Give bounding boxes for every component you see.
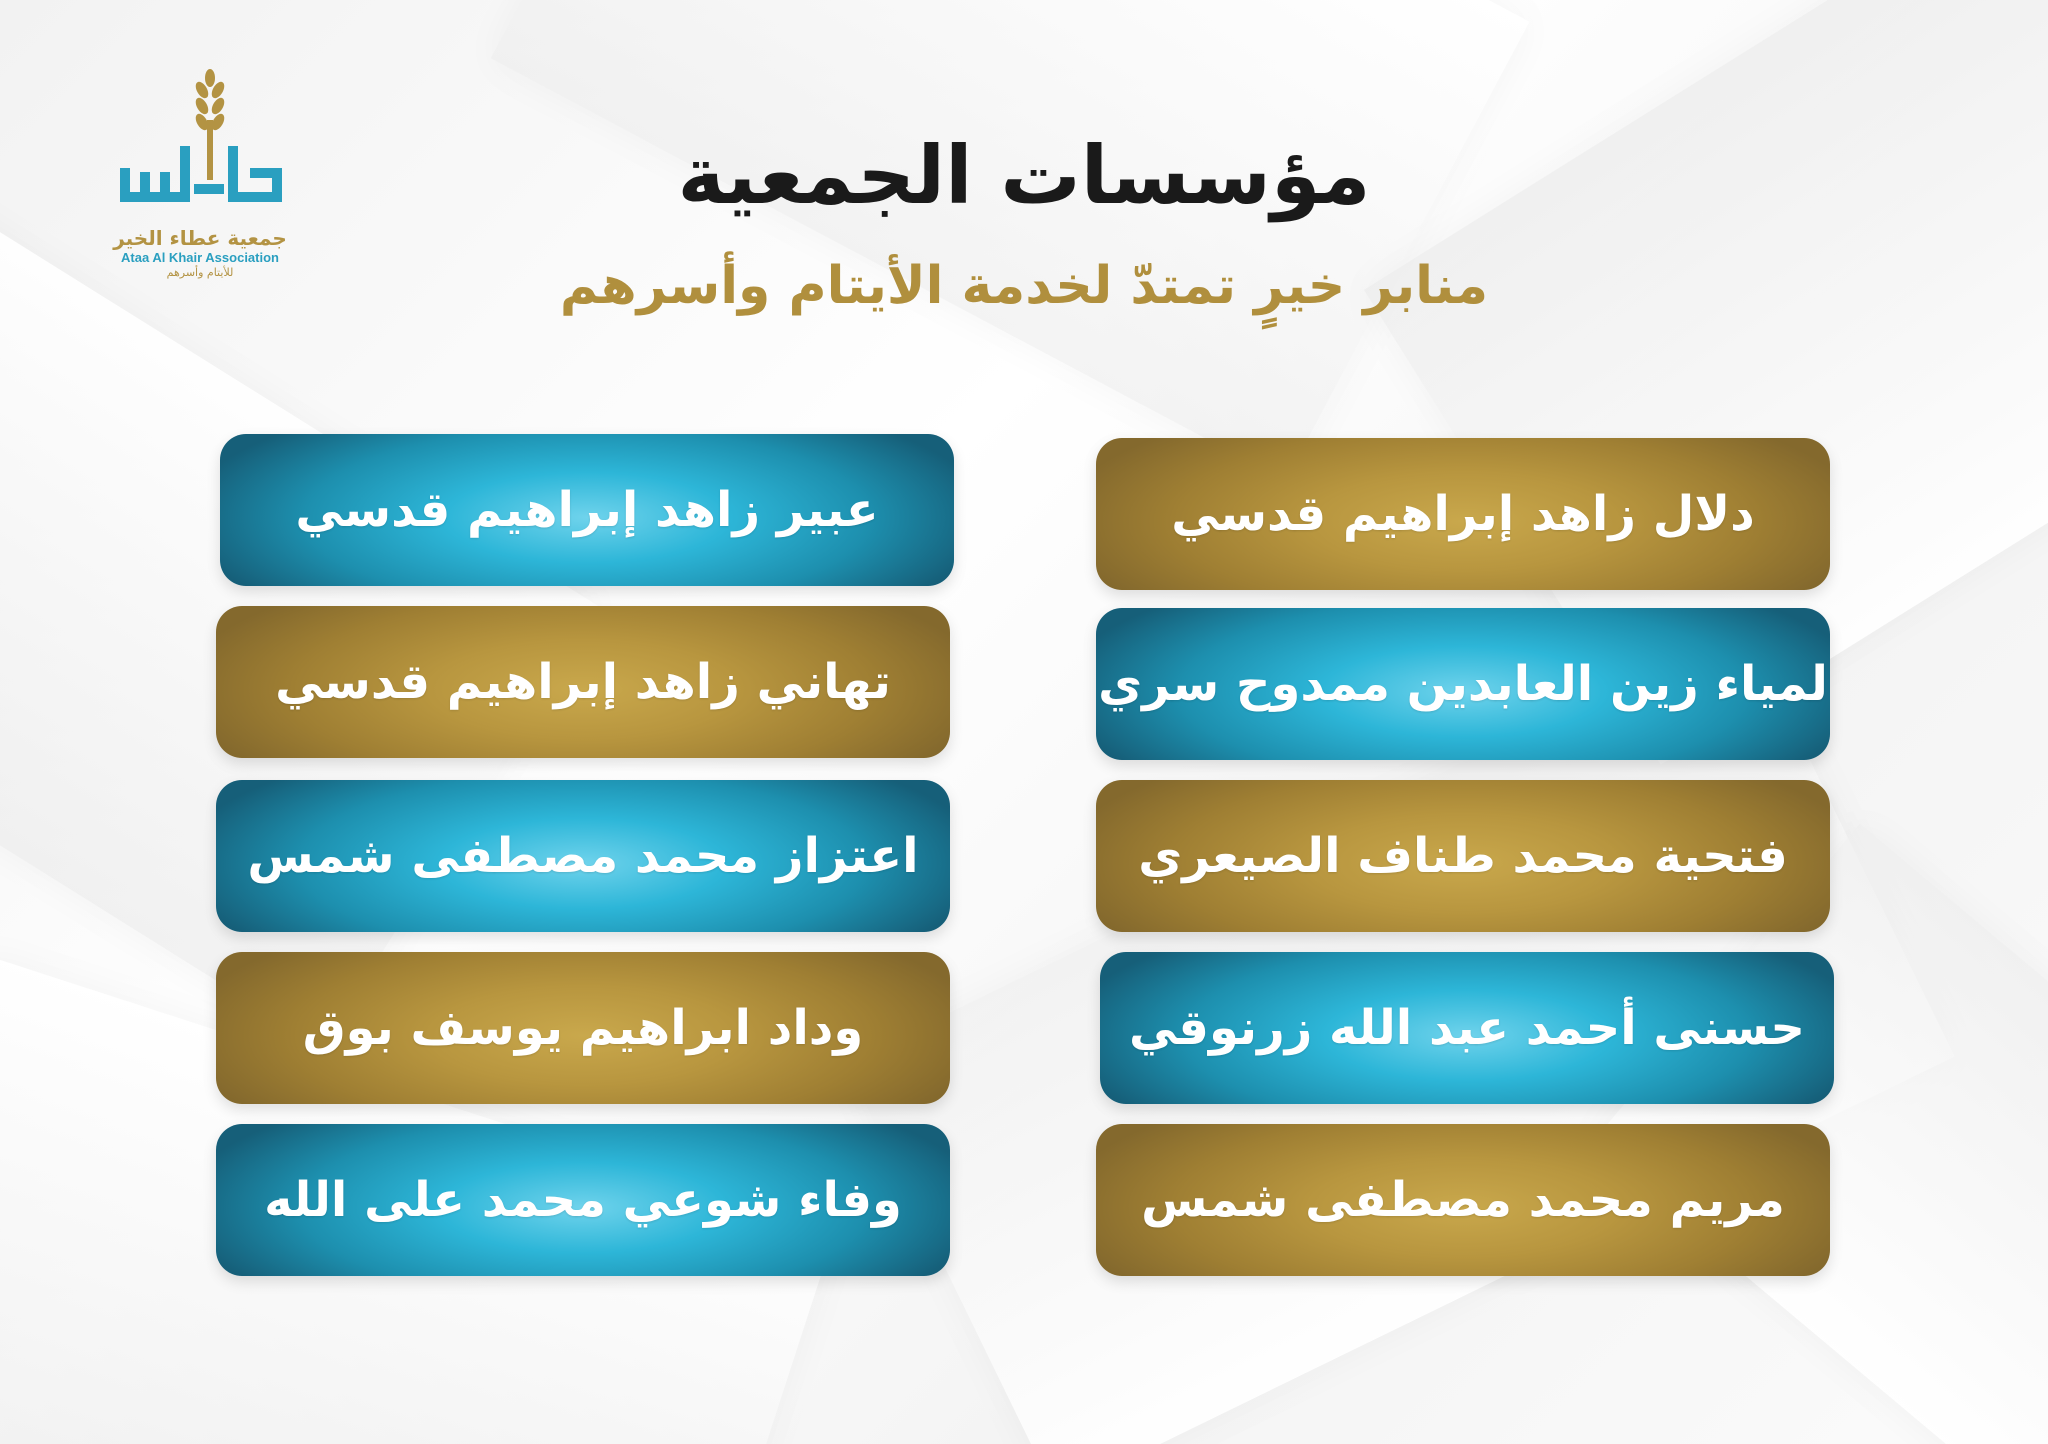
- logo-arabic-name: جمعية عطاء الخير: [113, 226, 287, 250]
- name-card-left-1: [220, 434, 954, 586]
- name-label: دلال زاهد إبراهيم قدسي: [1171, 486, 1755, 542]
- name-card-right-4: [1100, 952, 1834, 1104]
- name-label: عبير زاهد إبراهيم قدسي: [295, 482, 879, 538]
- name-label: حسنى أحمد عبد الله زرنوقي: [1128, 1000, 1806, 1056]
- name-label: لمياء زين العابدين ممدوح سري: [1098, 656, 1828, 712]
- name-card-right-1: [1096, 438, 1830, 590]
- name-label: وفاء شوعي محمد على الله: [264, 1172, 902, 1228]
- name-label: اعتزاز محمد مصطفى شمس: [247, 828, 919, 884]
- logo-english-name: Ataa Al Khair Association: [121, 250, 279, 265]
- name-card-right-2: [1096, 608, 1830, 760]
- name-card-left-5: [216, 1124, 950, 1276]
- name-card-right-5: [1096, 1124, 1830, 1276]
- name-label: مريم محمد مصطفى شمس: [1141, 1172, 1785, 1228]
- name-card-right-3: [1096, 780, 1830, 932]
- logo-tagline: للأيتام وأسرهم: [166, 266, 234, 279]
- page-subtitle: منابر خيرٍ تمتدّ لخدمة الأيتام وأسرهم: [559, 256, 1489, 316]
- page-title: [0, 128, 2048, 224]
- name-card-left-2: [216, 606, 950, 758]
- name-label: وداد ابراهيم يوسف بوق: [302, 1000, 864, 1056]
- name-label: فتحية محمد طناف الصيعري: [1138, 828, 1788, 884]
- name-card-left-4: [216, 952, 950, 1104]
- name-card-left-3: [216, 780, 950, 932]
- name-label: تهاني زاهد إبراهيم قدسي: [275, 654, 891, 710]
- page-title-text: مؤسسات الجمعية: [677, 129, 1371, 222]
- background-facet: [491, 0, 1530, 481]
